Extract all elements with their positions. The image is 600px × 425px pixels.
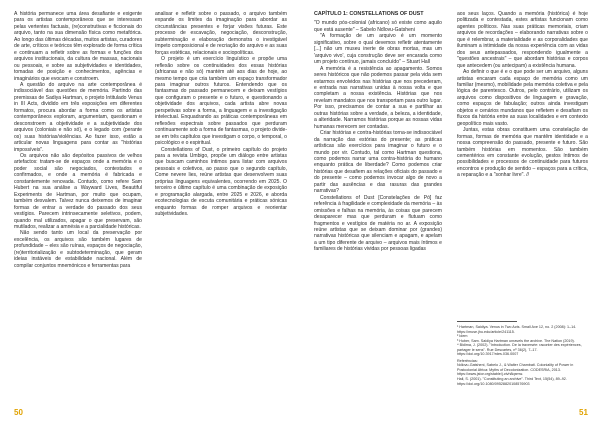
- epigraph: "A formação de um arquivo é um momento significativo, sobre o qual devemos refletir atentamente [...] não um museu inerte de obras mortas, mas um 'arquivo vivo', cuja construção deve ser encarada como um projeto contínuo, jamais concluído" – Stuart Hall: [314, 33, 442, 66]
- paragraph: aos seus laços. Quando a memória (histórica) é hoje politizada e contestada, estes artistas funcionam como agentes políticos. Nas suas práticas memoriais, criam arquivos de recordações – elaborando narrativas sobre o que é relembrar, a materialidade e as corporalidades que iluminam a intimidade da nossa experiência com as vidas dos seus antepassados, respondendo igualmente a "questões ancestrais" – que abordam histórias e corpos que antecedem (ou antecipam) a existência humana.: [457, 11, 588, 69]
- reference: Hall, S. (2001). "Constituting an archive". Third Text, 15(54), 89–92. https://doi.org/10.1080/09528820108576903: [457, 377, 567, 386]
- paragraph: A história permanece uma área desafiante e exigente para os artistas contemporâneos que se interessam pelas vertentes factuais, (re)construtivas e ficcionais do arquivo, tanto na sua dimensão física como metafórica. Ao longo das últimas décadas, muitos artistas, curadores de arte, críticos e teóricos têm explorado de forma crítica e continuam a refletir sobre as formas e funções dos arquivos institucionais, da cultura de massas, nacionais ou pessoais, e sobre as subjetividades e identidades, tomadas de posição e conhecimentos, agências e imaginários que evocam e constroem.: [14, 11, 142, 82]
- paragraph: A memória é a resistência ao apagamento. Somos seres históricos que não podemos passar pela vida sem estarmos envolvidos nas histórias que nos precederam, e entrada nas narrativas unidas à nossa volta e que completam a nossa existência. Histórias que nos revelam mandatos que nos transportam para outro lugar. Por isso, precisamos de contar a sua e partilhar as outras histórias sobre a verdade, a beleza, a identidade, a alteridade. Narramos histórias porque as nossas vidas humanas merecem ser contadas.: [314, 65, 442, 130]
- paragraph: Os arquivos não são depósitos passivos de velhos artefactos: tratam-se de espaços onde a memória e o poder social são negociados, contestados e confirmados, e onde a memória é fabricada e constantemente renovada. Contudo, como refere Sam Hubert na sua análise a Wayward Lives, Beautiful Experiments de Hartman, por muito que ocupam, também desvalem. Talvez nunca deixemos de imaginar formas de entrar a verdade do passado dos seus vestígios. Parecem intrinsecamente seletivos, podem, quando mal utilizados, apagar o que preservam, são mutilados, realizar a amnésia e a parcialidade históricas.: [14, 152, 142, 230]
- page-number-left: 50: [14, 408, 23, 417]
- paragraph: Constellations of Dust [Constelações de Pó] faz referência à fragilidade e complexidade da memória – às omissões e falhas na memória, às coisas que parecem desaparecer mas que perduram e flutuam como fragmentos e vestígios de matéria no ar. A exposição reúne artistas que se deixam dominar por (grandes) narrativas históricas que silenciam e apagam, e apelam a um tipo diferente de arquivo – arquivos mais íntimos e familiares de histórias vividas por pessoas ligadas: [314, 194, 442, 253]
- paragraph: analisar e refletir sobre o passado, o arquivo também expande os limites da imaginação para abordar as circunstâncias presentes e forjar visões futuras. Este processo de escavação, negociação, desconstrução, subterminação e elaboração demonstra o inestigável ímpeto composicional e de recriação do arquivo e as suas forças estéticas, relacionais e sociopolíticas.: [155, 11, 287, 56]
- paragraph: Constellations of Dust, o primeiro capítulo do projeto para a revista Umbigo, propõe um diálogo entre artistas que buscam caminhos íntimos para listar com arquivos pessoais e coletivos, ao passo que o segundo capítulo, Come nevere lies, reúne artistas que desenvolvem suas próprias linguagens equivalentes, ocorrendo em 2025. O terceiro e último capítulo é uma combinação de exposição e programação alargada, entre 2025 e 2026, e aborda ecotecnologias de escuta comunitária e práticas sónicas enquanto formas de romper arquivos e reorientar subjetividades.: [155, 146, 287, 218]
- footnote-rule: [457, 321, 517, 322]
- footnote: ² Idem: [457, 334, 468, 339]
- paragraph: Não sendo tanto um local da preservação por excelência, os arquivos são também lugares de profundidade – eles são ruínas, espaços de negociação, (re)territorialização e subtodeterminação, que geram ideias instáveis de estabilidade nacional. Além de compilar conjuntos mnemónicos e ferramentas para: [14, 230, 142, 269]
- right-column-2: [457, 11, 588, 179]
- reference: Ndlovu-Gatsheni, Sabelo J., & Walter Chambati. Coloniality of Power in Postcolonial Africa: Myths of Decolonization. CODESRIA, 2013. https://www.jstor.org/stable/j.ctvh8qxmw.: [457, 363, 574, 377]
- left-column-2: [155, 11, 287, 218]
- right-column-1: [314, 11, 442, 253]
- right-page: [300, 0, 600, 425]
- footnote: ¹ Hartman, Saidiya. Venus in Two Acts. Small Axe 12, no. 2 (2008): 1–14. https://muse.jhu.edu/article/241115.: [457, 325, 577, 334]
- chapter-title: CAPÍTULO 1: CONSTELLATIONS OF DUST: [314, 11, 424, 17]
- page-number-right: 51: [579, 408, 588, 417]
- paragraph: Juntas, estas obras constituem uma constelação de formas, formas de memória que mantêm identidade e a nossa compreensão do passado, presente e futuro. São também histórias em momentos. São também cementérios em constante evolução, gestos íntimos de possibilidades e processos de continuidade para futuros encontros e produção de sentido – espaços para a crítica, a reparação e a "sonhar livre". //: [457, 127, 588, 179]
- paragraph: O projeto é um exercício linguístico e propõe uma reflexão sobre os continuidades dos essas histórias (africanas e não só) mantém até aos dias de hoje, ao mesmo tempo que cria também um espaço transformador para imaginar outros futuros. Entendendo que os fantasmas do passado permanecem e deixam vestígios que configuram o presente e o futuro, e questionando a objetividade dos arquivos, cada artista abre novas perspetivas sobre a forma, a linguagem e a investigação intelectual. Enquadrando as práticas contemporâneas em reflexões espectrais sobre passados que perduram continuamente sob a forma de fantasmas, o projeto divide-se em três capítulos que investigam o corpo, o temporal, o psicológico e o espiritual.: [155, 56, 287, 147]
- paragraph: A questão do arquivo na arte contemporânea é indissociável das questões de memória. Partindo das premissas de Sadiya Hartman, o projeto Intitulado Venus in III Acts, dividido em três exposições em diferentes formatos, procura abordar a forma como os artistas contemporâneos exploram, argumentam, questionam e desconstroem a objetividade e a subjetividade dos arquivos (coloniais e não só), e o legado com (perante os) suas histórias/violências. Ao fazer isso, estão a articular novas linguagens para contar as "histórias impossíveis".: [14, 81, 142, 153]
- paragraph: Ao definir o que é e o que pode ser um arquivo, alguns artistas encaram cada espaço de memória como um familiar (mesmo), mobilidade pela memória coletiva e pela lógica de parentesco. Outros, pelo contrário, utilizam os arquivos como dispositivos de linguagem e gravação, como espaços de fabulação; outros ainda investigam objetos e cenários mundanos que refletem e desafiam os fluxos da história entre as suas localidades e em contexto geopolítico mais vasto.: [457, 69, 588, 127]
- footnote: ³ Huber, Sam. Saidiya Hartman unravels the archive. The Nation (2019).: [457, 338, 575, 343]
- references-title: Referências:: [457, 358, 478, 363]
- footnotes: [457, 321, 588, 386]
- left-column-1: [14, 11, 142, 269]
- footnote: ⁴ Bidima, J. (2002). "Introduction. De la traversée: raconter des expériences, partager le sens". Rue Descartes, nº 36(2), 7–17. https://doi.org/10.3917/rdes.036.0007: [457, 343, 582, 357]
- epigraph: "O mundo pós-colonial (africano) só existe como aquilo que está ausente" – Sabelo Ndlovu-Gatsheni: [314, 20, 442, 33]
- paragraph: Criar histórias e contra-histórias torna-se indissociável da narração das estórias do presente; as práticas artísticas são exercícios para imaginar o futuro e o mundo por vir. Contudo, tal como Hartman questiona, como podemos narrar uma contra-história do humano enquanto prática de liberdade? Como podemos criar histórias que desafiem as relações oficiais do passado e do presente – como podemos invocar algo de novo a partir das ausências e das rasuras das grandes narrativas?: [314, 130, 442, 195]
